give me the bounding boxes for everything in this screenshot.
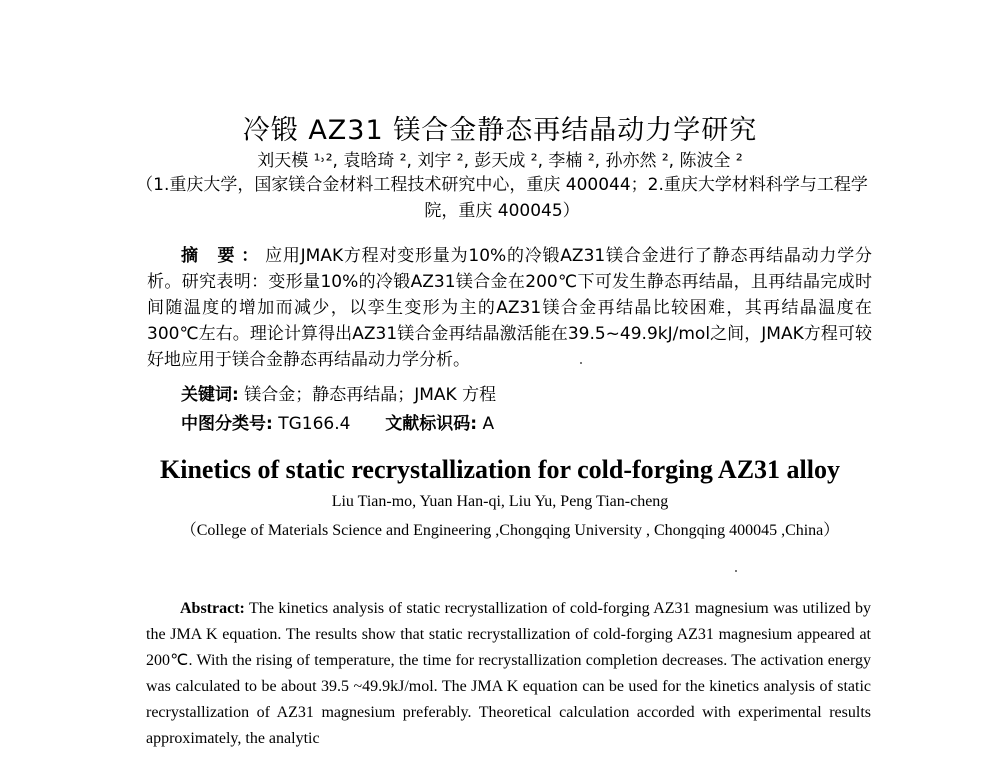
chinese-abstract-text: 应用JMAK方程对变形量为10%的冷锻AZ31镁合金进行了静态再结晶动力学分析。研究表明：变形量10%的冷锻AZ31镁合金在200℃下可发生静态再结晶，且再结晶完成时间随温度的增加而减少，以孪生变形为主的AZ31镁合金再结晶比较困难，其再结晶温度在300℃左右。理论计算得出AZ31镁合金再结晶激活能在39.5~49.9kJ/mol之间，JMAK方程可较好地应用于镁合金静态再结晶动力学分析。 (147, 246, 872, 370)
english-title: Kinetics of static recrystallization for cold-forging AZ31 alloy (160, 455, 840, 484)
doc-code: A (482, 414, 495, 434)
keywords-label: 关键词: (181, 385, 239, 405)
chinese-classification (181, 409, 494, 434)
scan-speck (580, 362, 582, 364)
chinese-abstract-label: 摘 要： (181, 246, 266, 266)
chinese-affiliation: （1.重庆大学，国家镁合金材料工程技术研究中心，重庆 400044；2.重庆大学材料科学与工程学院，重庆 400045） (136, 175, 868, 221)
scan-speck (735, 570, 737, 572)
english-abstract-label: Abstract: (180, 600, 245, 617)
class-label: 中图分类号: (181, 414, 273, 434)
class-code: TG166.4 (278, 414, 351, 434)
keywords-value: 镁合金；静态再结晶；JMAK 方程 (244, 385, 497, 405)
english-affiliation: （College of Materials Science and Engineering ,Chongqing University , Chongqing 400045 ,China） (180, 522, 840, 539)
chinese-keywords (181, 380, 496, 405)
english-abstract-text: The kinetics analysis of static recrystallization of cold-forging AZ31 magnesium was utilized by the JMA K equation. The results show that static recrystallization of cold-forging AZ31 magnesium appeared at 200℃. With the rising of temperature, the time for recrystallization completion decreases. The activation energy was calculated to be about 39.5 ~49.9kJ/mol. The JMA K equation can be used for the kinetics analysis of static recrystallization of AZ31 magnesium preferably. Theoretical calculation accorded with experimental results approximately, the analytic (146, 600, 871, 747)
chinese-authors: 刘天模 ¹˒², 袁晗琦 ², 刘宇 ², 彭天成 ², 李楠 ², 孙亦然 ², 陈波全 ² (257, 151, 743, 171)
doc-code-label: 文献标识码: (385, 414, 478, 434)
english-abstract (146, 596, 871, 752)
chinese-title: 冷锻 AZ31 镁合金静态再结晶动力学研究 (242, 115, 758, 146)
english-authors: Liu Tian-mo, Yuan Han-qi, Liu Yu, Peng Tian-cheng (331, 493, 669, 510)
chinese-abstract (147, 243, 872, 373)
